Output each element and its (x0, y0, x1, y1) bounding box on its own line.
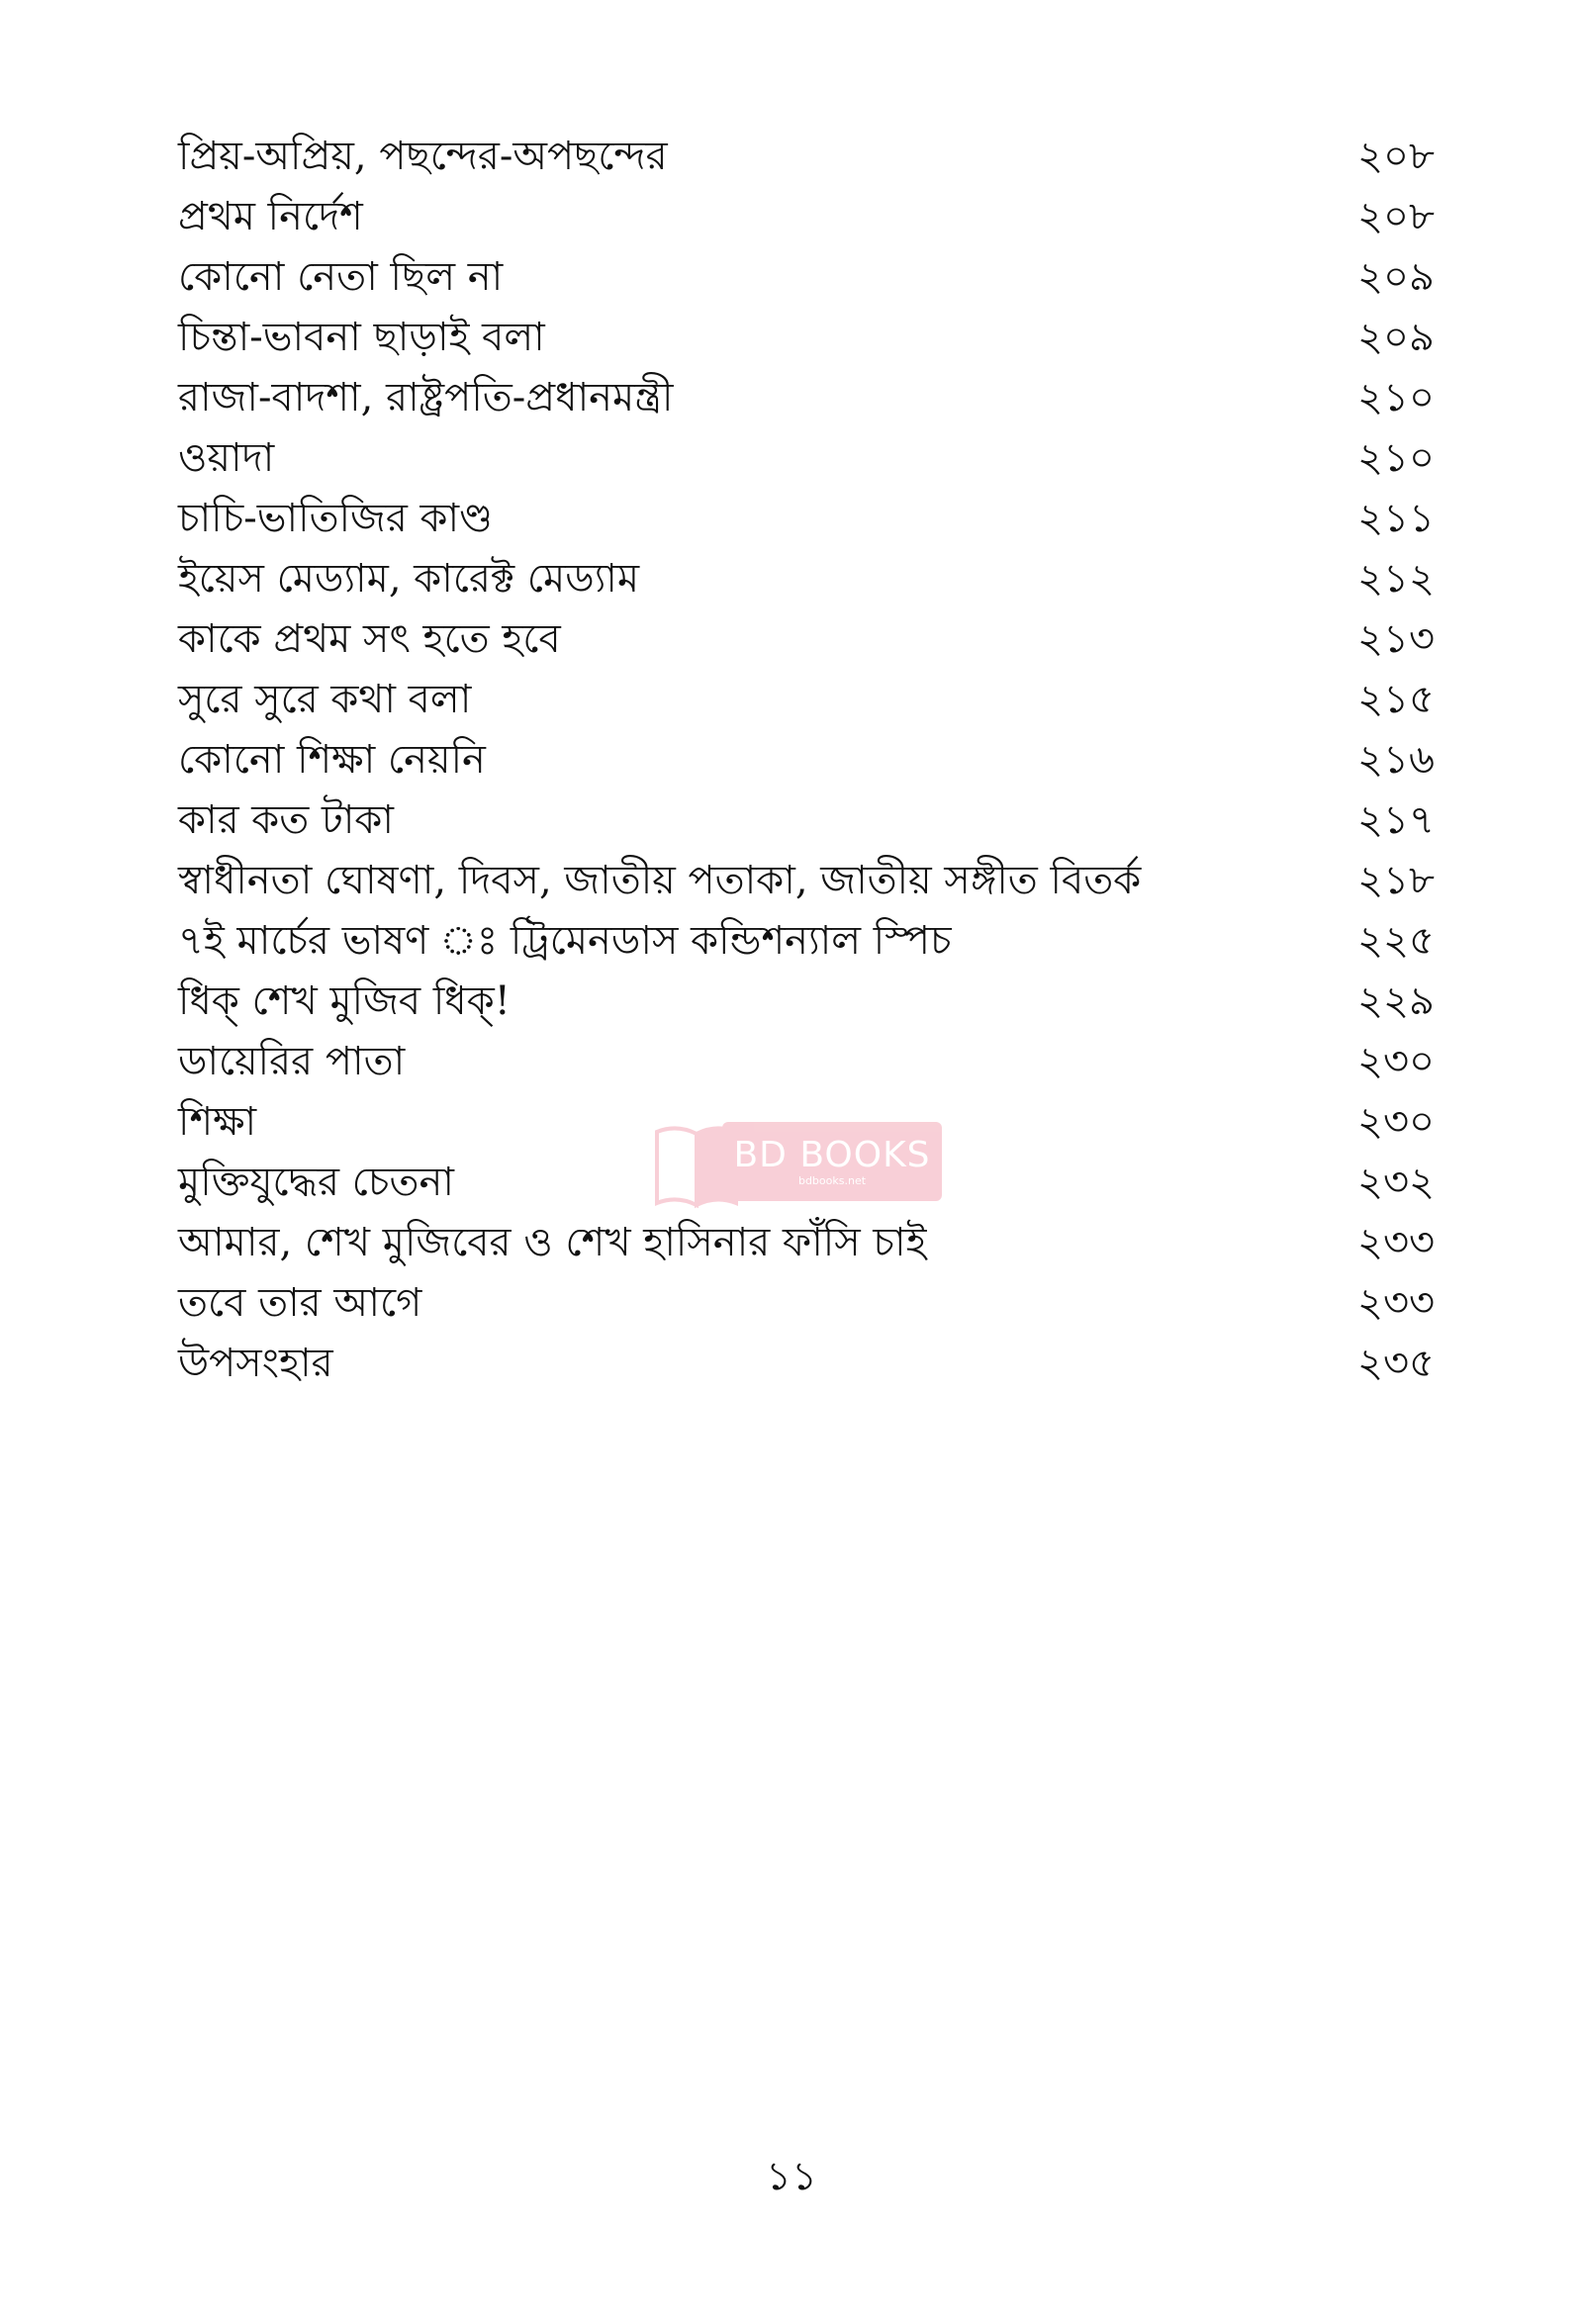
toc-entry (178, 368, 1435, 428)
toc-entry-page: ২১৭ (1357, 797, 1435, 843)
toc-entry (178, 549, 1435, 609)
toc-entry-title: ওয়াদা (178, 435, 275, 481)
toc-entry (178, 670, 1435, 730)
toc-entry (178, 851, 1435, 911)
toc-entry-title: কোনো নেতা ছিল না (178, 254, 504, 300)
toc-entry-page: ২২৯ (1357, 978, 1435, 1024)
toc-entry-page: ২০৯ (1357, 254, 1435, 300)
watermark-url: bdbooks.net (797, 1174, 867, 1187)
toc-entry (178, 127, 1435, 187)
toc-entry-title: কার কত টাকা (178, 797, 394, 843)
toc-entry-page: ২১৩ (1357, 616, 1435, 662)
toc-entry-title: প্রিয়-অপ্রিয়, পছন্দের-অপছন্দের (178, 134, 668, 179)
watermark-badge (722, 1122, 942, 1201)
toc-entry-title: শিক্ষা (178, 1099, 257, 1145)
toc-entry (178, 609, 1435, 670)
toc-entry-page: ২১২ (1357, 556, 1435, 602)
toc-entry-title: আমার, শেখ মুজিবের ও শেখ হাসিনার ফাঁসি চাই (178, 1220, 927, 1265)
toc-entry (178, 972, 1435, 1032)
toc-entry (178, 428, 1435, 489)
toc-entry-page: ২০৮ (1357, 194, 1435, 239)
toc-entry-page: ২১০ (1357, 435, 1435, 481)
toc-entry-page: ২৩৩ (1356, 1280, 1435, 1326)
toc-entry (178, 1334, 1435, 1394)
toc-entry-title: রাজা-বাদশা, রাষ্ট্রপতি-প্রধানমন্ত্রী (178, 375, 674, 420)
toc-entry (178, 1032, 1435, 1092)
toc-entry-page: ২৩২ (1356, 1160, 1435, 1205)
toc-entry-page: ২২৫ (1357, 918, 1435, 964)
toc-entry-title: ধিক্ শেখ মুজিব ধিক্! (178, 978, 511, 1024)
toc-entry (178, 911, 1435, 972)
toc-entry-title: চিন্তা-ভাবনা ছাড়াই বলা (178, 315, 545, 360)
watermark (653, 1118, 942, 1209)
toc-entry-title: উপসংহার (178, 1341, 333, 1386)
toc-entry-title: ৭ই মার্চের ভাষণ ঃ ট্রিমেনডাস কন্ডিশন্যাল স্পিচ (178, 918, 952, 964)
watermark-text: BD BOOKS (733, 1135, 931, 1175)
toc-entry-page: ২৩০ (1356, 1099, 1435, 1145)
toc-entry-title: মুক্তিযুদ্ধের চেতনা (178, 1160, 454, 1205)
toc-entry (178, 308, 1435, 368)
toc-entry-page: ২০৮ (1357, 134, 1435, 179)
toc-entry-title: ইয়েস মেড্যাম, কারেক্ট মেড্যাম (178, 556, 640, 602)
toc-entry (178, 790, 1435, 851)
toc-entry-page: ২৩৩ (1356, 1220, 1435, 1265)
toc-entry-page: ২৩০ (1356, 1039, 1435, 1084)
toc-entry-title: চাচি-ভাতিজির কাণ্ড (178, 496, 494, 541)
toc-entry-page: ২৩৫ (1357, 1341, 1435, 1386)
toc-entry (178, 489, 1435, 549)
toc-entry-title: কোনো শিক্ষা নেয়নি (178, 737, 486, 783)
toc-entry-title: তবে তার আগে (178, 1280, 422, 1326)
toc-entry-title: ডায়েরির পাতা (178, 1039, 406, 1084)
toc-entry (178, 1273, 1435, 1334)
page-number: ১১ (766, 2154, 817, 2199)
toc-entry-page: ২০৯ (1357, 315, 1435, 360)
toc-entry-page: ২১৮ (1357, 858, 1435, 903)
toc-entry-page: ২১০ (1357, 375, 1435, 420)
toc-entry-title: স্বাধীনতা ঘোষণা, দিবস, জাতীয় পতাকা, জাতীয় সঙ্গীত বিতর্ক (178, 858, 1142, 903)
toc-entry-title: সুরে সুরে কথা বলা (178, 677, 472, 722)
toc-entry-page: ২১১ (1357, 496, 1435, 541)
toc-entry-page: ২১৫ (1357, 677, 1435, 722)
toc-entry (178, 730, 1435, 790)
toc-entry (178, 187, 1435, 247)
toc-entry-title: কাকে প্রথম সৎ হতে হবে (178, 616, 561, 662)
toc-entry-title: প্রথম নির্দেশ (178, 194, 363, 239)
toc-entry (178, 1213, 1435, 1273)
toc-entry-page: ২১৬ (1357, 737, 1435, 783)
toc-entry (178, 247, 1435, 308)
